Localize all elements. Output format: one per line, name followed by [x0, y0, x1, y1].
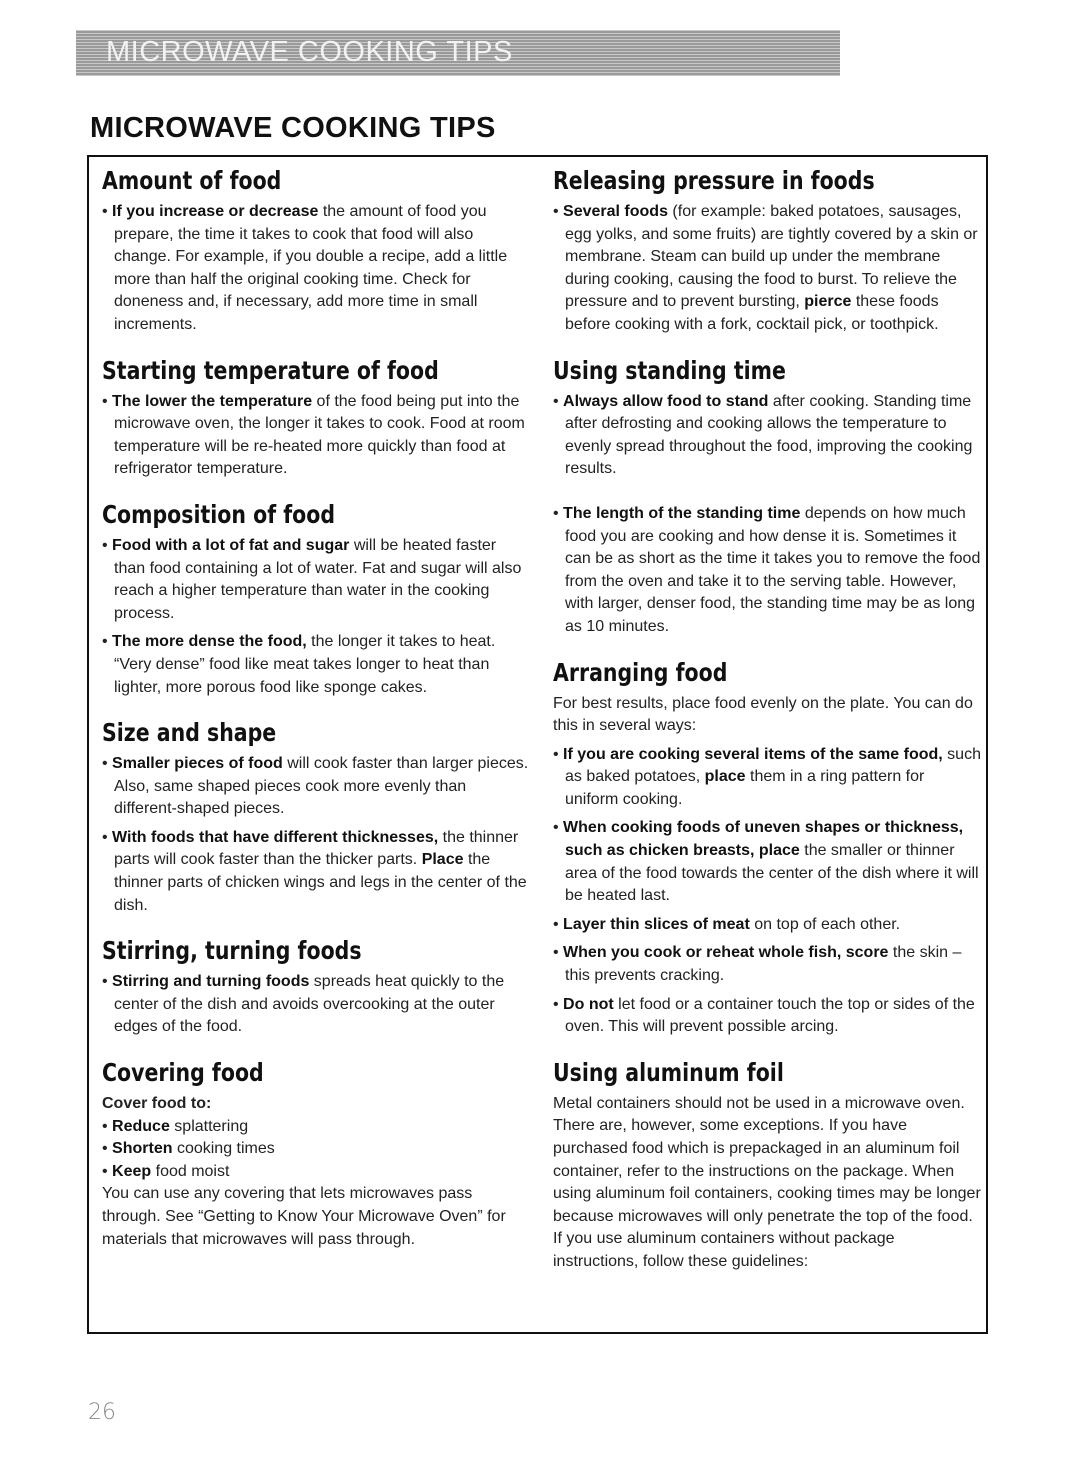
paragraph: You can use any covering that lets microwaves pass through. See “Getting to Know Your Microwave Oven” for materials that microwaves will pass through.	[102, 1185, 506, 1248]
section-amount-of-food	[102, 164, 530, 337]
right-column	[553, 164, 981, 1291]
bullet-text: cooking times	[172, 1140, 275, 1158]
bold-inline: pierce	[804, 293, 852, 311]
bold-lead: Reduce	[112, 1117, 170, 1135]
bullet-item: • Always allow food to stand after cooking. Standing time after defrosting and cooking allows the temperature to evenly spread throughout the food, improving the cooking results.	[553, 392, 973, 478]
bullet-text: after cooking. Standing time after defrosting and cooking allows the temperature to evenly spread throughout the food, improving the cooking results.	[565, 392, 973, 478]
bold-inline: Place	[421, 851, 464, 869]
paragraph: Metal containers should not be used in a microwave oven. There are, however, some exceptions. If you have purchased food which is prepackaged in an aluminum foil container, refer to the instructions on the package. When using aluminum foil containers, cooking times may be longer because microwaves will only penetrate the top of the food. If you use aluminum containers without package instructions, follow these guidelines:	[553, 1094, 981, 1270]
bullet-text: the thinner parts will cook faster than the thicker parts.	[114, 828, 519, 869]
section-heading: Using aluminum foil	[553, 1057, 784, 1087]
bold-lead: When cooking foods of uneven shapes or thickness, such as chicken breasts, place	[563, 819, 964, 860]
bullet-text: the skin – this prevents cracking.	[565, 944, 962, 985]
bold-lead: The lower the temperature	[112, 392, 313, 410]
header-banner	[76, 30, 840, 76]
bold-lead: Smaller pieces of food	[112, 755, 283, 773]
bullet-text: the amount of food you prepare, the time it takes to cook that food will also change. For example, if you double a recipe, add a little more than half the original cooking time. Check for doneness and, if necessary, add more time in small increments.	[114, 203, 508, 333]
bold-lead: Do not	[563, 995, 614, 1013]
section-arranging-food	[553, 656, 981, 1039]
bullet-item: • The more dense the food, the longer it takes to heat. “Very dense” food like meat takes longer to heat than lighter, more porous food like sponge cakes.	[102, 633, 496, 696]
section-composition-of-food	[102, 498, 530, 699]
paragraph: For best results, place food evenly on the plate. You can do this in several ways:	[553, 694, 973, 735]
bold-lead: Several foods	[563, 203, 668, 220]
section-heading: Releasing pressure in foods	[553, 166, 875, 195]
bullet-text: the longer it takes to heat. “Very dense” food like meat takes longer to heat than lighter, more porous food like sponge cakes.	[114, 633, 496, 696]
bold-lead: When you cook or reheat whole fish, score	[563, 944, 889, 962]
bullet-text: these foods before cooking with a fork, cocktail pick, or toothpick.	[565, 293, 939, 333]
bullet-item: • The length of the standing time depends on how much food you are cooking and how dense it is. Sometimes it can be as short as the time it takes you to remove the food from the oven and take it to the serving table. However, with larger, denser food, the standing time may be as long as 10 minutes.	[553, 504, 981, 635]
bullet-text: will cook faster than larger pieces. Also, same shaped pieces cook more evenly than different-shaped pieces.	[114, 755, 529, 818]
bold-lead: With foods that have different thicknesses,	[112, 828, 439, 846]
bullet-text: depends on how much food you are cooking and how dense it is. Sometimes it can be as short as the time it takes you to remove the food from the oven and take it to the serving table. However, with larger, denser food, the standing time may be as long as 10 minutes.	[565, 504, 981, 635]
section-releasing-pressure	[553, 164, 981, 337]
bullet-text: the thinner parts of chicken wings and legs in the center of the dish.	[114, 851, 527, 914]
bold-lead: Layer thin slices of meat	[563, 915, 750, 933]
section-heading: Amount of food	[102, 166, 282, 195]
section-standing-time	[553, 354, 981, 639]
bullet-item: • If you increase or decrease the amount of food you prepare, the time it takes to cook that food will also change. For example, if you double a recipe, add a little more than half the original cooking time. Check for doneness and, if necessary, add more time in small increments.	[102, 203, 508, 333]
bullet-text: will be heated faster than food containing a lot of water. Fat and sugar will also reach a higher temperature than water in the cooking process.	[114, 536, 522, 622]
page-title: MICROWAVE COOKING TIPS	[90, 112, 496, 144]
subheading: Cover food to:	[102, 1095, 212, 1113]
bullet-item: • Reduce splattering	[102, 1117, 249, 1135]
section-heading: Covering food	[102, 1058, 264, 1088]
bold-lead: If you increase or decrease	[112, 203, 319, 220]
bold-lead: Food with a lot of fat and sugar	[112, 536, 350, 554]
bullet-text: the smaller or thinner area of the food towards the center of the dish where it will be heated last.	[565, 842, 979, 905]
section-heading: Composition of food	[102, 499, 336, 529]
bold-lead: If you are cooking several items of the same food,	[563, 745, 943, 763]
section-stirring-turning	[102, 934, 530, 1039]
bullet-item: • When cooking foods of uneven shapes or thickness, such as chicken breasts, place the smaller or thinner area of the food towards the center of the dish where it will be heated last.	[553, 819, 979, 905]
section-heading: Starting temperature of food	[102, 355, 439, 385]
bullet-item: • Keep food moist	[102, 1162, 230, 1180]
bold-lead: Keep	[112, 1162, 152, 1180]
bullet-text: them in a ring pattern for uniform cooking.	[565, 768, 925, 808]
bullet-item: • Do not let food or a container touch the top or sides of the oven. This will prevent possible arcing.	[553, 995, 975, 1036]
bold-lead: Always allow food to stand	[563, 392, 769, 410]
section-starting-temperature	[102, 354, 530, 481]
bullet-text: such as baked potatoes,	[565, 745, 981, 786]
spacer	[553, 487, 981, 503]
bullet-item: • Food with a lot of fat and sugar will be heated faster than food containing a lot of water. Fat and sugar will also reach a higher temperature than water in the cooking process.	[102, 536, 522, 622]
bullet-item: • With foods that have different thicknesses, the thinner parts will cook faster than the thicker parts. Place the thinner parts of chicken wings and legs in the center of the dish.	[102, 828, 527, 914]
bullet-text: let food or a container touch the top or sides of the oven. This will prevent possible arcing.	[565, 995, 975, 1036]
bullet-item: • If you are cooking several items of the same food, such as baked potatoes, place them in a ring pattern for uniform cooking.	[553, 745, 981, 808]
bullet-text: splattering	[169, 1117, 249, 1135]
section-heading: Stirring, turning foods	[102, 936, 362, 966]
section-heading: Arranging food	[553, 657, 728, 687]
section-covering-food	[102, 1056, 530, 1251]
bullet-item: • When you cook or reheat whole fish, score the skin – this prevents cracking.	[553, 944, 962, 985]
bold-lead: Stirring and turning foods	[112, 973, 310, 991]
bullet-text: of the food being put into the microwave oven, the longer it takes to cook. Food at room temperature will be re-heated more quickly than food at refrigerator temperature.	[114, 392, 525, 478]
section-heading: Using standing time	[553, 355, 786, 385]
bold-inline: place	[704, 768, 746, 786]
left-column	[102, 164, 530, 1268]
bullet-item: • The lower the temperature of the food being put into the microwave oven, the longer it takes to cook. Food at room temperature will be re-heated more quickly than food at refrigerator temperature.	[102, 392, 525, 478]
section-heading: Size and shape	[102, 718, 277, 748]
bold-lead: The more dense the food,	[112, 633, 307, 651]
bullet-item: • Several foods (for example: baked potatoes, sausages, egg yolks, and some fruits) are tightly covered by a skin or membrane. Steam can build up under the membrane during cooking, causing the food to burst. To relieve the pressure and to prevent bursting, pierce these foods before cooking with a fork, cocktail pick, or toothpick.	[553, 203, 978, 333]
bullet-text: spreads heat quickly to the center of the dish and avoids overcooking at the outer edges of the food.	[114, 973, 505, 1036]
bold-lead: Shorten	[112, 1140, 173, 1158]
banner-text: MICROWAVE COOKING TIPS	[106, 36, 513, 68]
bullet-text: food moist	[151, 1162, 230, 1180]
bullet-item: • Shorten cooking times	[102, 1140, 275, 1158]
bullet-text: on top of each other.	[749, 915, 901, 933]
bullet-item: • Smaller pieces of food will cook faster than larger pieces. Also, same shaped pieces cook more evenly than different-shaped pieces.	[102, 755, 529, 818]
section-aluminum-foil	[553, 1056, 981, 1274]
bullet-text: (for example: baked potatoes, sausages, egg yolks, and some fruits) are tightly covered by a skin or membrane. Steam can build up under the membrane during cooking, causing the food to burst. To relieve the pressure and to prevent bursting,	[565, 203, 978, 311]
section-size-and-shape	[102, 716, 530, 917]
bullet-item: • Layer thin slices of meat on top of each other.	[553, 915, 901, 933]
page-number: 26	[88, 1400, 116, 1425]
bullet-item: • Stirring and turning foods spreads heat quickly to the center of the dish and avoids overcooking at the outer edges of the food.	[102, 973, 505, 1036]
bold-lead: The length of the standing time	[563, 504, 801, 522]
